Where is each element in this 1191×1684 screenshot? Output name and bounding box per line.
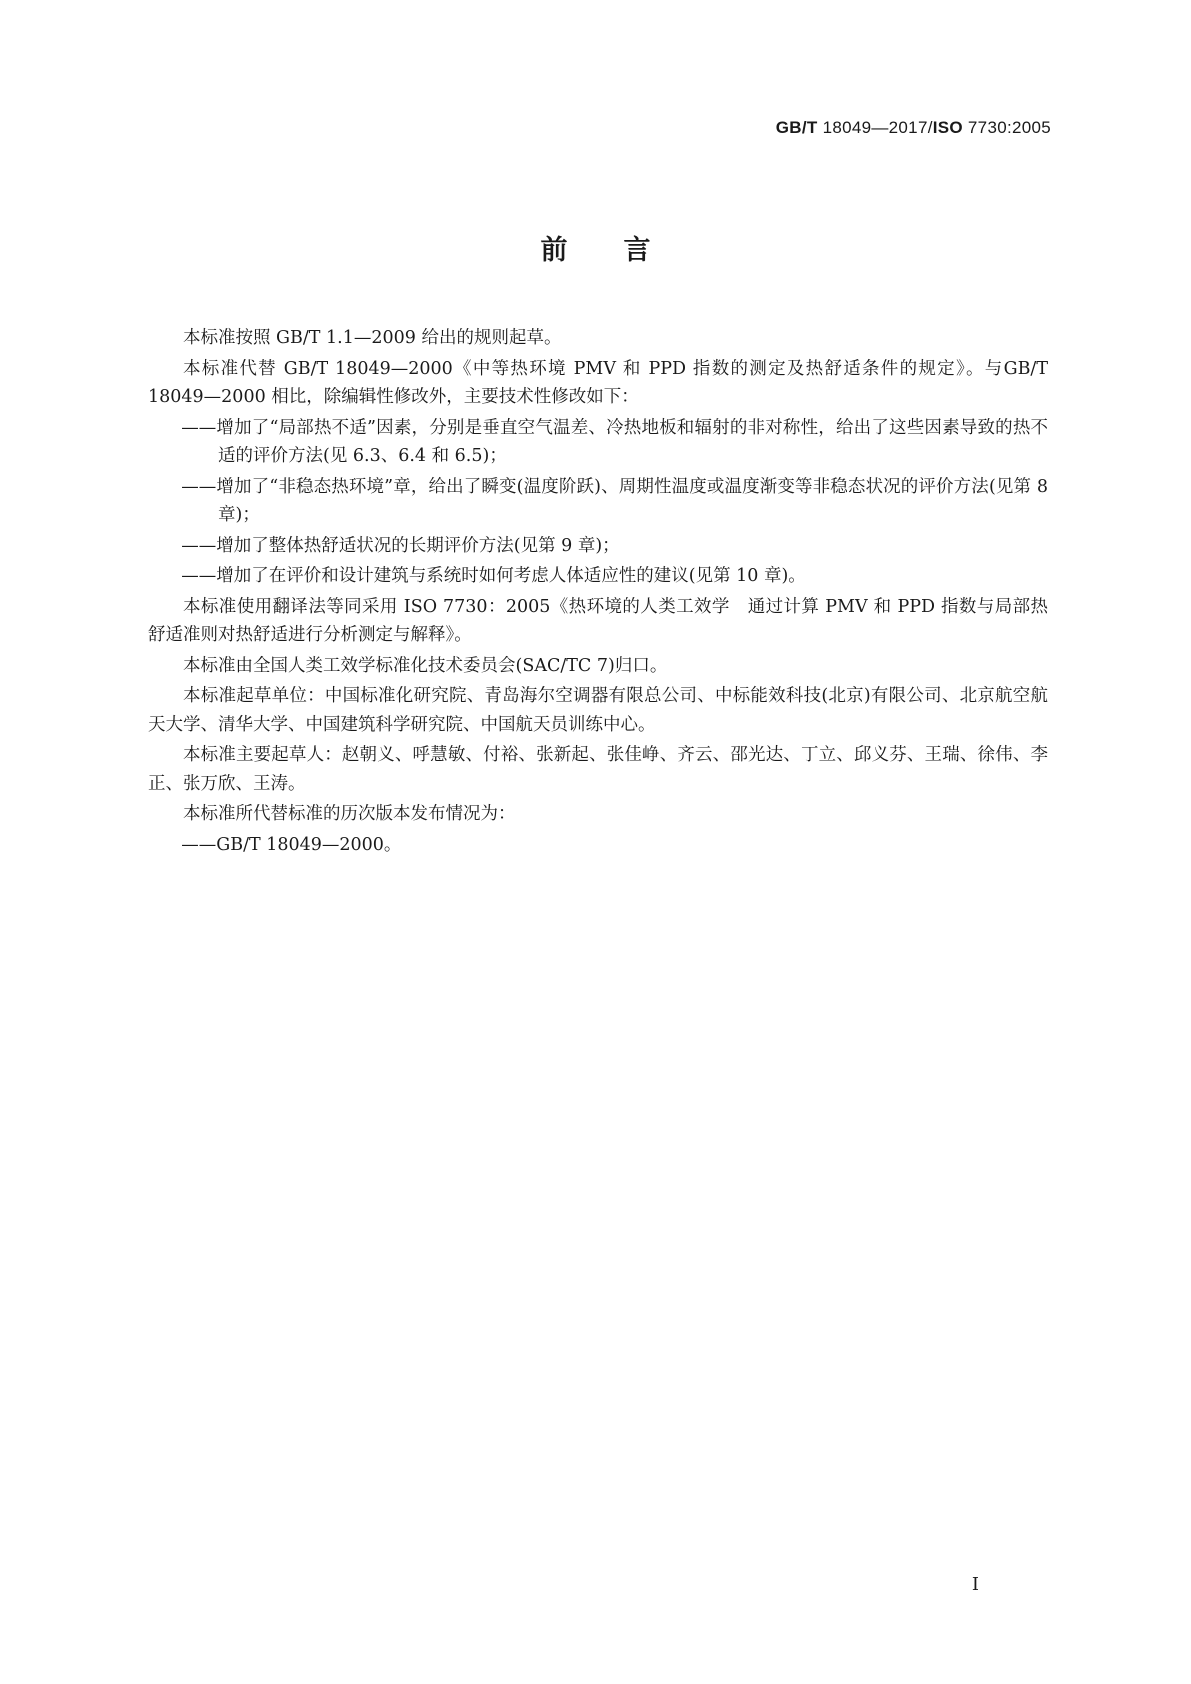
- foreword-body: [148, 324, 1048, 861]
- document-code: [776, 118, 1051, 138]
- change-item-adaptation: ——增加了在评价和设计建筑与系统时如何考虑人体适应性的建议(见第 10 章)。: [181, 566, 806, 586]
- paragraph-drafting-rules: 本标准按照 GB/T 1.1—2009 给出的规则起草。: [183, 328, 562, 348]
- paragraph-drafting-units: 本标准起草单位：中国标准化研究院、青岛海尔空调器有限总公司、中标能效科技(北京)有限公司、北京航空航天大学、清华大学、中国建筑科学研究院、中国航天员训练中心。: [148, 686, 1048, 735]
- page-number: I: [971, 1574, 979, 1595]
- paragraph-replaces: 本标准代替 GB/T 18049—2000《中等热环境 PMV 和 PPD 指数的测定及热舒适条件的规定》。与GB/T 18049—2000 相比，除编辑性修改外，主要技术性修改如下：: [148, 358, 1048, 407]
- doc-code-prefix: GB/T: [775, 118, 818, 137]
- change-item-local-discomfort: ——增加了“局部热不适”因素，分别是垂直空气温差、冷热地板和辐射的非对称性，给出了这些因素导致的热不适的评价方法(见 6.3、6.4 和 6.5)；: [181, 417, 1048, 466]
- paragraph-drafters: 本标准主要起草人：赵朝义、呼慧敏、付裕、张新起、张佳峥、齐云、邵光达、丁立、邱义芬、王瑞、徐伟、李正、张万欣、王涛。: [148, 745, 1048, 794]
- paragraph-history: 本标准所代替标准的历次版本发布情况为：: [183, 804, 516, 824]
- doc-code-iso: ISO: [932, 118, 963, 137]
- change-item-long-term-evaluation: ——增加了整体热舒适状况的长期评价方法(见第 9 章)；: [181, 535, 620, 556]
- paragraph-committee: 本标准由全国人类工效学标准化技术委员会(SAC/TC 7)归口。: [183, 655, 668, 676]
- paragraph-translation-method: 本标准使用翻译法等同采用 ISO 7730：2005《热环境的人类工效学 通过计算 PMV 和 PPD 指数与局部热舒适准则对热舒适进行分析测定与解释》。: [148, 596, 1048, 645]
- doc-code-number: 18049—2017/: [817, 118, 933, 137]
- change-item-non-steady-state: ——增加了“非稳态热环境”章，给出了瞬变(温度阶跃)、周期性温度或温度渐变等非稳态状况的评价方法(见第 8 章)；: [181, 476, 1048, 525]
- history-item: ——GB/T 18049—2000。: [181, 834, 402, 855]
- page-title: 前言: [540, 235, 707, 266]
- doc-code-suffix: 7730:2005: [962, 118, 1051, 137]
